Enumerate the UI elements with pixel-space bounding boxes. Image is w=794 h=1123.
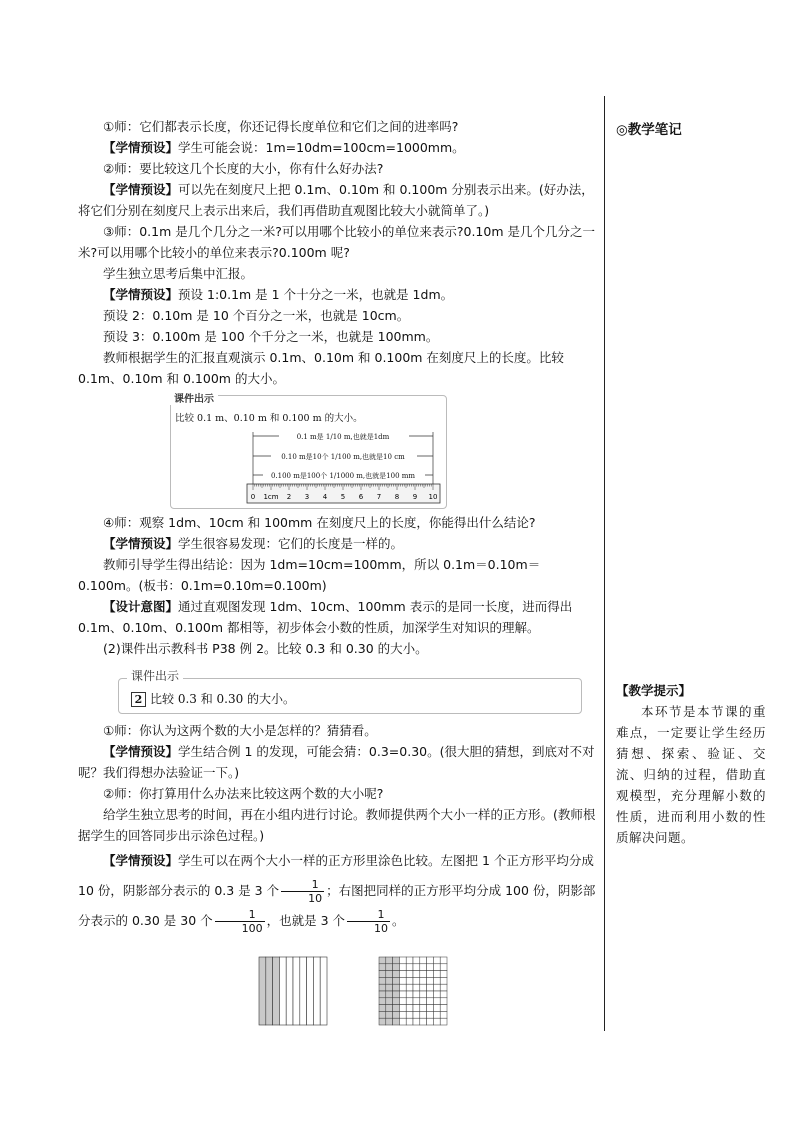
shaded-hundredth [393,1011,400,1018]
hundredth-cell [420,957,427,964]
shaded-hundredth [379,957,386,964]
ruler-diagram [171,396,446,508]
ruler-label: 9 [412,493,418,501]
hundredth-cell [433,1011,440,1018]
measure-label-3: 0.100 m是100个 1/1000 m,也就是100 mm [270,472,416,480]
tag: 【学情预设】 [103,140,179,155]
ruler-label: 3 [304,493,310,501]
preset-text: ；右图把同样的正方形平均分成 100 份，阴影部分表示的 0.30 是 30 个 [78,883,596,928]
numerator: 1 [281,878,324,892]
hundredth-cell [406,964,413,971]
shaded-hundredth [386,971,393,978]
figure-header: 课件出示 [127,667,183,684]
hundredth-cell [427,984,434,991]
hundredth-cell [433,1018,440,1025]
hundredth-cell [413,984,420,991]
ruler-label: 8 [394,493,400,501]
shaded-hundredth [379,1011,386,1018]
hundredth-cell [399,1018,406,1025]
shaded-hundredth [393,1005,400,1012]
shaded-hundredth [393,984,400,991]
fraction-one-hundredth [215,908,265,935]
teacher-question-1: ①师：它们都表示长度，你还记得长度单位和它们之间的进率吗? [103,119,459,134]
ruler-label: 5 [340,493,346,501]
teacher-question-5: ①师：你认为这两个数的大小是怎样的？猜猜看。 [103,723,377,738]
example-2-box [118,669,582,714]
fraction-one-tenth [347,908,390,935]
hundredth-cell [420,964,427,971]
hundredth-cell [406,957,413,964]
hundredth-cell [427,971,434,978]
shaded-hundredth [379,991,386,998]
preset-6 [78,846,598,936]
hundredth-cell [413,998,420,1005]
tag: 【学情预设】 [103,287,179,302]
lesson-body [78,116,598,389]
ruler-label: 10 [428,493,438,501]
hundredth-cell [406,977,413,984]
hundredth-cell [433,991,440,998]
shaded-hundredth [379,1005,386,1012]
column-divider [604,96,605,1031]
lesson-body-3 [78,720,598,936]
preset-option-2: 预设 2：0.10m 是 10 个百分之一米，也就是 10cm。 [103,308,410,323]
preset-text: 学生结合例 1 的发现，可能会猜：0.3=0.30。(很大胆的猜想，到底对不对呢？我们得想办法验证一下。) [78,744,595,780]
preset-text: 学生可能会说：1m=10dm=100cm=1000mm。 [178,140,465,155]
ruler-label: 1cm [263,493,279,501]
shaded-hundredth [386,1011,393,1018]
tag: 【学情预设】 [103,744,179,759]
hundredth-cell [440,984,447,991]
shaded-hundredth [393,998,400,1005]
denominator: 10 [374,922,389,935]
hundredth-cell [406,991,413,998]
shaded-hundredth [379,971,386,978]
hundredth-cell [440,998,447,1005]
hundredth-cell [399,971,406,978]
hundredth-cell [427,977,434,984]
hundredth-cell [399,1005,406,1012]
example-number: 2 [131,692,146,707]
hundredth-cell [399,991,406,998]
hundredth-cell [440,991,447,998]
hundredth-cell [406,984,413,991]
shaded-tenth [259,957,266,1025]
square-hundredths-grid [379,957,447,1025]
shaded-hundredth [393,991,400,998]
tenth-strip [293,957,300,1025]
preset-2 [78,179,598,221]
tag: 【学情预设】 [103,182,179,197]
teacher-question-2: ②师：要比较这几个长度的大小，你有什么好办法? [103,161,384,176]
hundredth-cell [433,984,440,991]
preset-4 [78,533,598,554]
tenth-strip [320,957,327,1025]
tag: 【设计意图】 [103,599,179,614]
hundredth-cell [433,964,440,971]
hundredth-cell [433,957,440,964]
lesson-body-2 [78,512,598,659]
tenth-strip [313,957,320,1025]
hundredth-cell [440,1018,447,1025]
preset-text: 学生很容易发现：它们的长度是一样的。 [178,536,404,551]
shaded-hundredth [386,977,393,984]
teaching-notes-title: ◎教学笔记 [616,122,682,138]
hundredth-cell [440,1005,447,1012]
hundredth-cell [427,964,434,971]
hundredth-cell [440,964,447,971]
shaded-hundredth [386,998,393,1005]
hundredth-cell [406,1018,413,1025]
figure-caption: 比较 0.1 m、0.10 m 和 0.100 m 的大小。 [175,413,363,424]
square-hundredths [378,956,448,1026]
example-2-body [131,690,295,707]
ruler-figure [170,395,447,509]
ruler-label: 0 [250,493,256,501]
hundredth-cell [413,977,420,984]
hundredth-cell [406,1005,413,1012]
hundredth-cell [433,998,440,1005]
ruler-label: 2 [286,493,292,501]
hundredth-cell [413,964,420,971]
hundredth-cell [427,1011,434,1018]
hundredth-cell [399,957,406,964]
shaded-hundredth [379,964,386,971]
design-intent [78,596,598,638]
hundredth-cell [406,998,413,1005]
denominator: 10 [308,892,323,905]
shaded-hundredth [393,957,400,964]
shaded-tenth [266,957,273,1025]
hundredth-cell [427,957,434,964]
figure-header: 课件出示 [170,390,218,405]
shaded-hundredth [386,991,393,998]
shaded-hundredth [379,998,386,1005]
hundredth-cell [399,1011,406,1018]
square-tenths-grid [259,957,327,1025]
hundredth-cell [433,977,440,984]
preset-1 [78,137,598,158]
hundredth-cell [399,964,406,971]
hundredth-cell [440,957,447,964]
tenth-strip [300,957,307,1025]
measure-label-2: 0.10 m是10个 1/100 m,也就是10 cm [281,453,405,461]
tenth-strip [286,957,293,1025]
hundredth-cell [427,1018,434,1025]
numerator: 1 [215,908,265,922]
shaded-hundredth [393,1018,400,1025]
fraction-one-tenth [281,878,324,905]
preset-text: ，也就是 3 个 [266,913,346,928]
shaded-hundredth [386,1018,393,1025]
hundredth-cell [427,991,434,998]
hundredth-cell [413,1018,420,1025]
shaded-hundredth [393,977,400,984]
hundredth-cell [420,1018,427,1025]
example-2-intro: (2)课件出示教科书 P38 例 2。比较 0.3 和 0.30 的大小。 [103,641,428,656]
preset-text: 预设 1:0.1m 是 1 个十分之一米，也就是 1dm。 [178,287,454,302]
hundredth-cell [399,977,406,984]
hundredth-cell [399,984,406,991]
ruler-label: 6 [358,493,364,501]
hundredth-cell [413,1005,420,1012]
preset-text: 学生可以在两个大小一样的正方形里涂色比较。左图把 1 个正方形平均分成 10 份，阴影部分表示的 0.3 是 3 个 [78,853,594,898]
hundredth-cell [420,991,427,998]
teacher-question-3: ③师：0.1m 是几个几分之一米?可以用哪个比较小的单位来表示?0.10m 是几个几分之一米?可以用哪个比较小的单位来表示?0.100m 呢? [78,224,595,260]
teacher-question-4: ④师：观察 1dm、10cm 和 100mm 在刻度尺上的长度，你能得出什么结论? [103,515,536,530]
shaded-hundredth [386,964,393,971]
teacher-demo: 教师根据学生的汇报直观演示 0.1m、0.10m 和 0.100m 在刻度尺上的长度。比较 0.1m、0.10m 和 0.100m 的大小。 [78,350,564,386]
tag: 【学情预设】 [103,536,179,551]
hundredth-cell [406,1011,413,1018]
hundredth-cell [420,1011,427,1018]
tips-title: 【教学提示】 [616,683,692,698]
teacher-conclusion: 教师引导学生得出结论：因为 1dm=10cm=100mm，所以 0.1m＝0.10m＝0.100m。(板书：0.1m=0.10m=0.100m) [78,557,541,593]
hundredth-cell [413,1011,420,1018]
hundredth-cell [420,998,427,1005]
denominator: 100 [241,922,263,935]
hundredth-cell [433,1005,440,1012]
hundredth-cell [427,1005,434,1012]
ruler-label: 7 [376,493,382,501]
hundredth-cell [440,971,447,978]
hundredth-cell [420,1005,427,1012]
shaded-tenth [273,957,280,1025]
preset-5 [78,741,598,783]
shaded-hundredth [379,977,386,984]
shaded-hundredth [379,984,386,991]
tenth-strip [279,957,286,1025]
hundredth-cell [420,971,427,978]
teacher-question-6: ②师：你打算用什么办法来比较这两个数的大小呢? [103,786,384,801]
hundredth-cell [420,984,427,991]
teaching-tips [616,680,766,848]
design-text: 通过直观图发现 1dm、10cm、100mm 表示的是同一长度，进而得出 0.1m、0.10m、0.100m 都相等，初步体会小数的性质，加深学生对知识的理解。 [78,599,573,635]
numerator: 1 [347,908,390,922]
tag: 【学情预设】 [103,853,179,868]
hundredth-cell [440,1011,447,1018]
example-text: 比较 0.3 和 0.30 的大小。 [150,692,296,706]
hundredth-cell [427,998,434,1005]
student-report: 学生独立思考后集中汇报。 [103,266,254,281]
shaded-hundredth [393,964,400,971]
hundredth-cell [413,957,420,964]
shaded-hundredth [379,1018,386,1025]
shaded-hundredth [386,1005,393,1012]
preset-text: 可以先在刻度尺上把 0.1m、0.10m 和 0.100m 分别表示出来。(好办法，将它们分别在刻度尺上表示出来后，我们再借助直观图比较大小就简单了。) [78,182,594,218]
hundredth-cell [440,977,447,984]
shaded-hundredth [386,984,393,991]
hundredth-cell [406,971,413,978]
hundredth-cell [420,977,427,984]
group-discussion: 给学生独立思考的时间，再在小组内进行讨论。教师提供两个大小一样的正方形。(教师根据学生的回答同步出示涂色过程。) [78,807,596,843]
preset-3 [78,284,598,305]
preset-text: 。 [392,913,405,928]
tenth-strip [307,957,314,1025]
hundredth-cell [413,971,420,978]
preset-option-3: 预设 3：0.100m 是 100 个千分之一米，也就是 100mm。 [103,329,439,344]
measure-label-1: 0.1 m是 1/10 m,也就是1dm [296,433,390,441]
shaded-hundredth [386,957,393,964]
hundredth-cell [399,998,406,1005]
shaded-hundredth [393,971,400,978]
hundredth-cell [413,991,420,998]
ruler-label: 4 [322,493,328,501]
square-tenths [258,956,328,1026]
tips-body: 本环节是本节课的重难点，一定要让学生经历猜想、探索、验证、交流、归纳的过程，借助直观模型，充分理解小数的性质，进而利用小数的性质解决问题。 [616,704,766,845]
hundredth-cell [433,971,440,978]
